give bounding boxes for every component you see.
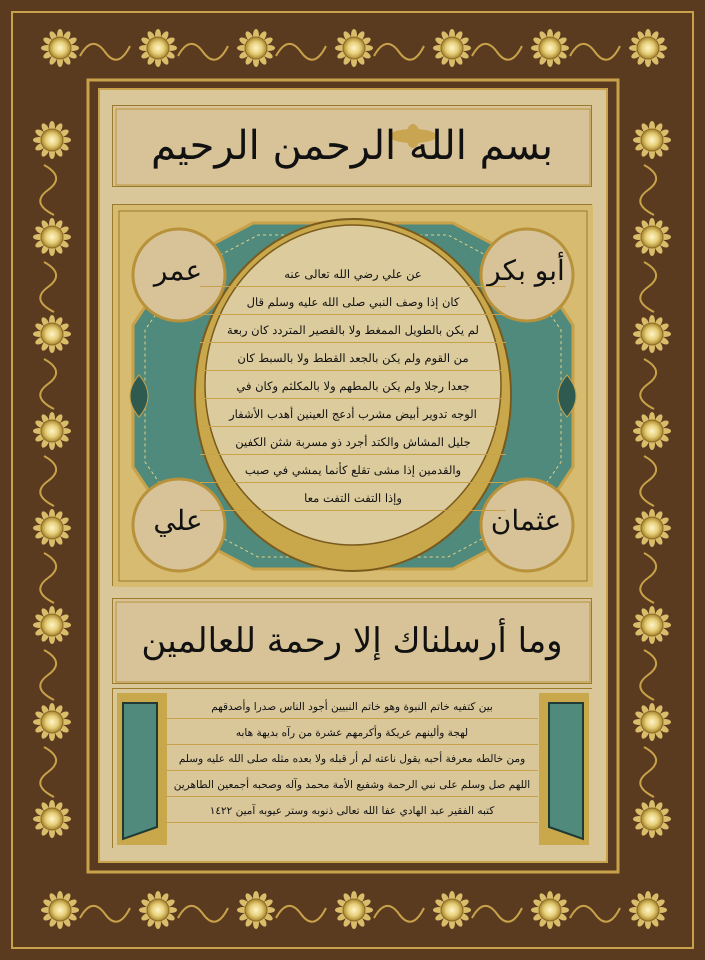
rosette [41,711,63,733]
basmala-panel [112,105,592,187]
lower-line: لهجة وألينهم عريكة وأكرمهم عشرة من رآه بديهة هابه [166,722,538,745]
ayah-panel [112,598,592,684]
rosette [641,808,663,830]
ayah-text: وما أرسلناك إلا رحمة للعالمين [141,621,563,661]
rosette [441,37,463,59]
hilye-line: لم يكن بالطويل الممغط ولا بالقصير المتردد كان ربعة [200,318,506,343]
rosette [41,323,63,345]
medallion-bottom-right: عثمان [490,504,562,537]
rosette [641,614,663,636]
rosette [245,37,267,59]
hilye-line: جليل المشاش والكتد أجرد ذو مسربة شثن الكفين [200,430,506,455]
rosette [41,226,63,248]
rosette [641,711,663,733]
rosette [343,37,365,59]
rosette [641,420,663,442]
rosette [49,899,71,921]
hilye-line: وإذا التفت التفت معا [200,486,506,511]
rosette [641,323,663,345]
rosette [539,37,561,59]
medallion-top-right: أبو بكر [487,254,565,287]
hilye-line: عن علي رضي الله تعالى عنه [200,262,506,287]
hilye-text-block [200,262,506,530]
rosette [41,614,63,636]
rosette [441,899,463,921]
lower-line: اللهم صل وسلم على نبي الرحمة وشفيع الأمة محمد وآله وصحبه أجمعين الطاهرين [166,774,538,797]
rosette [343,899,365,921]
rosette [641,129,663,151]
rosette [641,517,663,539]
basmala-text: بسم الله الرحمن الرحيم [150,123,554,169]
hilye-line: والقدمين إذا مشى تقلع كأنما يمشي في صبب [200,458,506,483]
lower-line: كتبه الفقير عبد الهادي عفا الله تعالى ذنوبه وستر عيوبه آمين ١٤٢٢ [166,800,538,823]
rosette [637,37,659,59]
rosette [41,420,63,442]
hilye-line: جعدا رجلا ولم يكن بالمطهم ولا بالمكلثم وكان في [200,374,506,399]
hilye-line: الوجه تدوير أبيض مشرب أدعج العينين أهدب الأشفار [200,402,506,427]
lower-line: ومن خالطه معرفة أحبه يقول ناعته لم أر قبله ولا بعده مثله صلى الله عليه وسلم [166,748,538,771]
rosette [41,517,63,539]
rosette [637,899,659,921]
rosette [147,899,169,921]
hilye-line: من القوم ولم يكن بالجعد القطط ولا بالسبط كان [200,346,506,371]
rosette [41,129,63,151]
rosette [641,226,663,248]
lower-line: بين كتفيه خاتم النبوة وهو خاتم النبيين أجود الناس صدرا وأصدقهم [166,696,538,719]
rosette [147,37,169,59]
medallion-bottom-left: علي [153,504,203,537]
rosette [41,808,63,830]
rosette [49,37,71,59]
medallion-top-left: عمر [153,254,203,287]
lower-text-block [166,696,538,844]
rosette [245,899,267,921]
rosette [539,899,561,921]
hilye-line: كان إذا وصف النبي صلى الله عليه وسلم قال [200,290,506,315]
